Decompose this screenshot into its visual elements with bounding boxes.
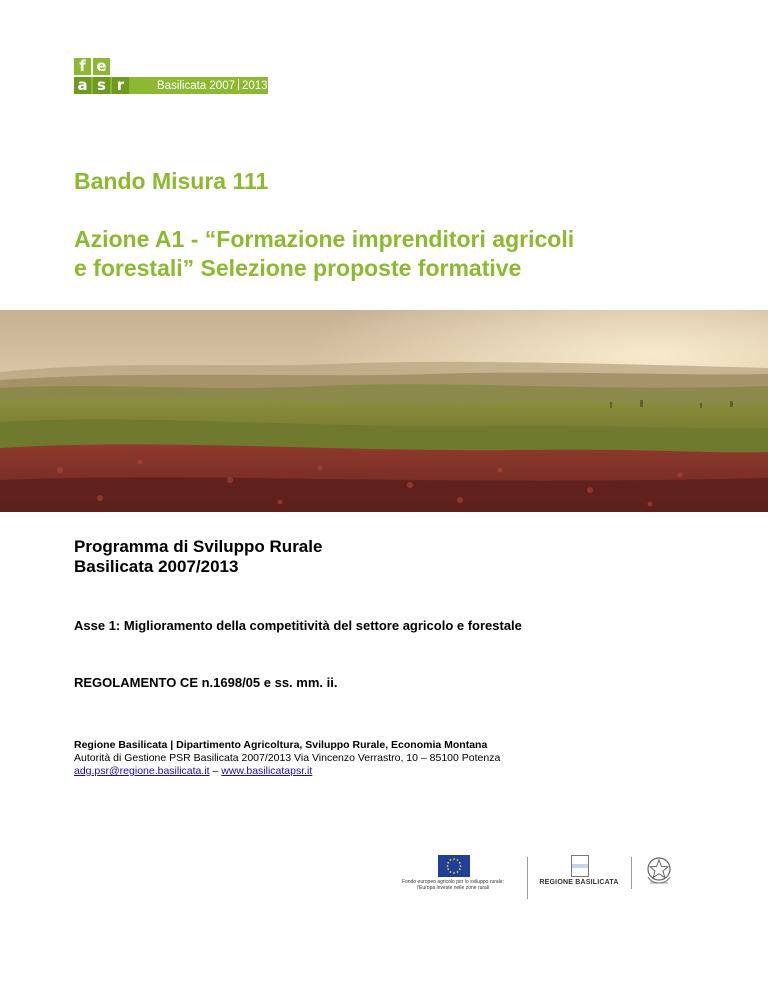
- logo-tagline: [157, 79, 268, 93]
- contact-line: [74, 765, 312, 778]
- logo-letter-f: f: [74, 58, 91, 75]
- landscape-photo: [0, 310, 768, 512]
- eu-logo: [386, 855, 520, 901]
- logo-letter-e: e: [93, 58, 110, 75]
- regulation-heading: REGOLAMENTO CE n.1698/05 e ss. mm. ii.: [74, 675, 338, 690]
- programme-period: Basilicata 2007/2013: [74, 557, 239, 576]
- document-title: Bando Misura 111: [74, 168, 269, 194]
- regione-label: REGIONE BASILICATA: [539, 879, 619, 886]
- eu-caption-line-2: l'Europa investe nelle zone rurali: [416, 885, 490, 891]
- website-link[interactable]: www.basilicatapsr.it: [221, 765, 313, 777]
- authority-line: Autorità di Gestione PSR Basilicata 2007/2013 Via Vincenzo Verrastro, 10 – 85100 Potenza: [74, 752, 501, 764]
- logo-region: Basilicata 2007: [157, 80, 235, 92]
- logo-year-end: 2013: [242, 80, 268, 92]
- subtitle-line-2: e forestali” Selezione proposte formative: [74, 255, 522, 281]
- axis-heading: Asse 1: Miglioramento della competitività del settore agricolo e forestale: [74, 618, 522, 633]
- logo-letter-r: r: [112, 77, 129, 94]
- eu-caption: [386, 879, 520, 891]
- eu-caption-line-1: Fondo europeo agricolo per lo sviluppo rurale:: [401, 879, 504, 885]
- logo-letter-s: s: [93, 77, 110, 94]
- contact-separator: –: [209, 765, 222, 777]
- regione-crest-icon: [571, 855, 589, 877]
- logo-letter-a: a: [74, 77, 91, 94]
- feasr-logo: [74, 58, 274, 94]
- department-line: Regione Basilicata | Dipartimento Agricoltura, Sviluppo Rurale, Economia Montana: [74, 739, 488, 751]
- email-link[interactable]: adg.psr@regione.basilicata.it: [74, 765, 210, 777]
- programme-title: Programma di Sviluppo Rurale: [74, 537, 323, 556]
- subtitle-line-1: Azione A1 - “Formazione imprenditori agricoli: [74, 226, 575, 252]
- eu-flag-icon: [438, 855, 470, 877]
- logo-divider: [631, 857, 632, 889]
- logo-divider: [527, 857, 528, 899]
- italian-republic-emblem-icon: [642, 853, 676, 889]
- regione-basilicata-logo: [537, 855, 621, 891]
